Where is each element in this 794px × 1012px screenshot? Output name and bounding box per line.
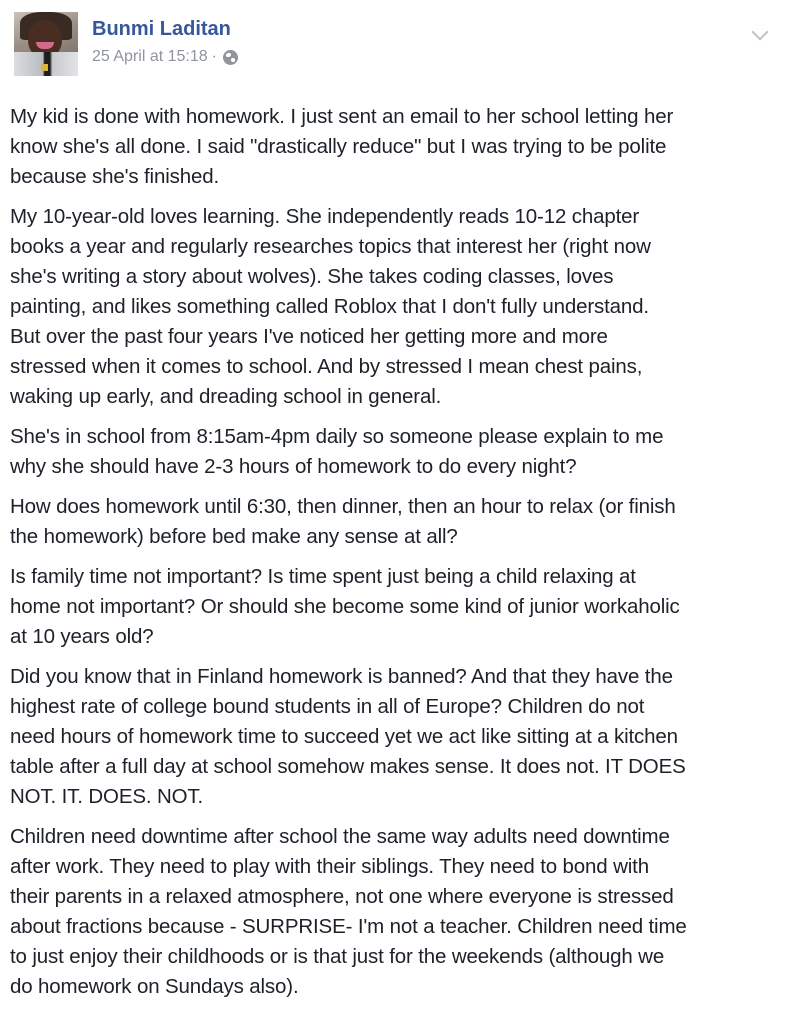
author-name[interactable]: Bunmi Laditan <box>92 18 231 40</box>
post-text-line: My 10-year-old loves learning. She independently reads 10-12 chapter <box>10 205 640 228</box>
post-text-line: waking up early, and dreading school in general. <box>10 385 442 408</box>
post-text-line: painting, and likes something called Roblox that I don't fully understand. <box>10 295 649 318</box>
post-paragraph <box>10 102 790 192</box>
post-text-line: NOT. IT. DOES. NOT. <box>10 785 204 808</box>
post-text-line: Did you know that in Finland homework is banned? And that they have the <box>10 665 673 688</box>
post-header <box>14 12 784 76</box>
post-text-line: after work. They need to play with their siblings. They need to bond with <box>10 855 649 878</box>
post-paragraph <box>10 492 790 552</box>
post-text-line: the homework) before bed make any sense at all? <box>10 525 458 548</box>
avatar[interactable] <box>14 12 78 76</box>
post-text-line: know she's all done. I said "drastically reduce" but I was trying to be polite <box>10 135 667 158</box>
post-text-line: home not important? Or should she become some kind of junior workaholic <box>10 595 680 618</box>
post-paragraph <box>10 562 790 652</box>
post-text-line: stressed when it comes to school. And by stressed I mean chest pains, <box>10 355 643 378</box>
post-meta <box>92 48 238 66</box>
post-timestamp[interactable]: 25 April at 15:18 <box>92 48 208 65</box>
post-text-line: highest rate of college bound students in all of Europe? Children do not <box>10 695 645 718</box>
post-paragraph <box>10 822 790 1002</box>
post-text-line: need hours of homework time to succeed yet we act like sitting at a kitchen <box>10 725 678 748</box>
post-text-line: Is family time not important? Is time spent just being a child relaxing at <box>10 565 636 588</box>
post-text-line: How does homework until 6:30, then dinner, then an hour to relax (or finish <box>10 495 676 518</box>
post-text-line: why she should have 2-3 hours of homework to do every night? <box>10 455 577 478</box>
post-paragraph <box>10 662 790 812</box>
post-paragraph <box>10 202 790 412</box>
post-text-line: My kid is done with homework. I just sent an email to her school letting her <box>10 105 674 128</box>
post-text-line: to just enjoy their childhoods or is that just for the weekends (although we <box>10 945 665 968</box>
post-body <box>10 102 790 1012</box>
post-text-line: about fractions because - SURPRISE- I'm not a teacher. Children need time <box>10 915 687 938</box>
post-text-line: But over the past four years I've noticed her getting more and more <box>10 325 608 348</box>
avatar-shirt-logo <box>41 64 48 71</box>
post-text-line: Children need downtime after school the same way adults need downtime <box>10 825 670 848</box>
post-text-line: books a year and regularly researches topics that interest her (right now <box>10 235 651 258</box>
post-paragraph <box>10 422 790 482</box>
post-text-line: at 10 years old? <box>10 625 154 648</box>
post-text-line: She's in school from 8:15am-4pm daily so someone please explain to me <box>10 425 664 448</box>
post-text-line: she's writing a story about wolves). She takes coding classes, loves <box>10 265 614 288</box>
post-text-line: do homework on Sundays also). <box>10 975 299 998</box>
meta-separator: · <box>211 48 217 65</box>
post-text-line: table after a full day at school somehow makes sense. It does not. IT DOES <box>10 755 686 778</box>
post-text-line: their parents in a relaxed atmosphere, not one where everyone is stressed <box>10 885 674 908</box>
chevron-down-icon[interactable] <box>752 24 769 41</box>
globe-icon[interactable] <box>223 50 238 65</box>
post-text-line: because she's finished. <box>10 165 220 188</box>
